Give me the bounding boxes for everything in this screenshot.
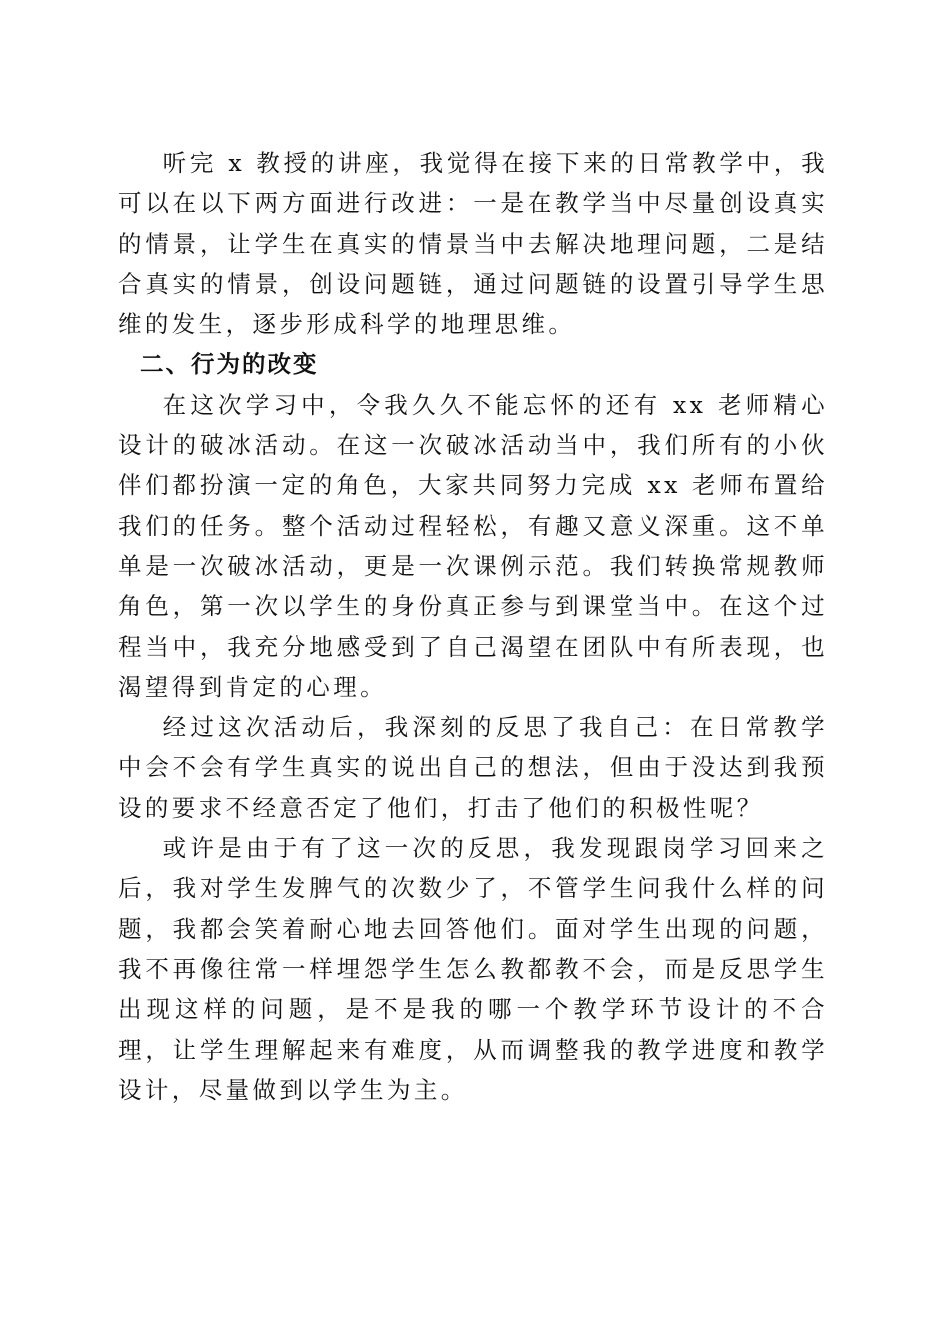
- paragraph-lecture-reflection: 听完 x 教授的讲座，我觉得在接下来的日常教学中，我可以在以下两方面进行改进：一是在教学当中尽量创设真实的情景，让学生在真实的情景当中去解决地理问题，二是结合真实的情景，创设问题链，通过问题链的设置引导学生思维的发生，逐步形成科学的地理思维。: [118, 149, 828, 339]
- paragraph-behavior-result: 或许是由于有了这一次的反思，我发现跟岗学习回来之后，我对学生发脾气的次数少了，不管学生问我什么样的问题，我都会笑着耐心地去回答他们。面对学生出现的问题，我不再像往常一样埋怨学生怎么教都教不会，而是反思学生出现这样的问题，是不是我的哪一个教学环节设计的不合理，让学生理解起来有难度，从而调整我的教学进度和教学设计，尽量做到以学生为主。: [118, 834, 828, 1104]
- section-heading-behavior-change: 二、行为的改变: [140, 350, 319, 379]
- paragraph-self-reflection: 经过这次活动后，我深刻的反思了我自己：在日常教学中会不会有学生真实的说出自己的想法，但由于没达到我预设的要求不经意否定了他们，打击了他们的积极性呢？: [118, 713, 828, 822]
- document-page: [118, 143, 828, 1110]
- paragraph-icebreaker-activity: 在这次学习中，令我久久不能忘怀的还有 xx 老师精心设计的破冰活动。在这一次破冰活动当中，我们所有的小伙伴们都扮演一定的角色，大家共同努力完成 xx 老师布置给我们的任务。整个活动过程轻松，有趣又意义深重。这不单单是一次破冰活动，更是一次课例示范。我们转换常规教师角色，第一次以学生的身份真正参与到课堂当中。在这个过程当中，我充分地感受到了自己渴望在团队中有所表现，也渴望得到肯定的心理。: [118, 390, 828, 701]
